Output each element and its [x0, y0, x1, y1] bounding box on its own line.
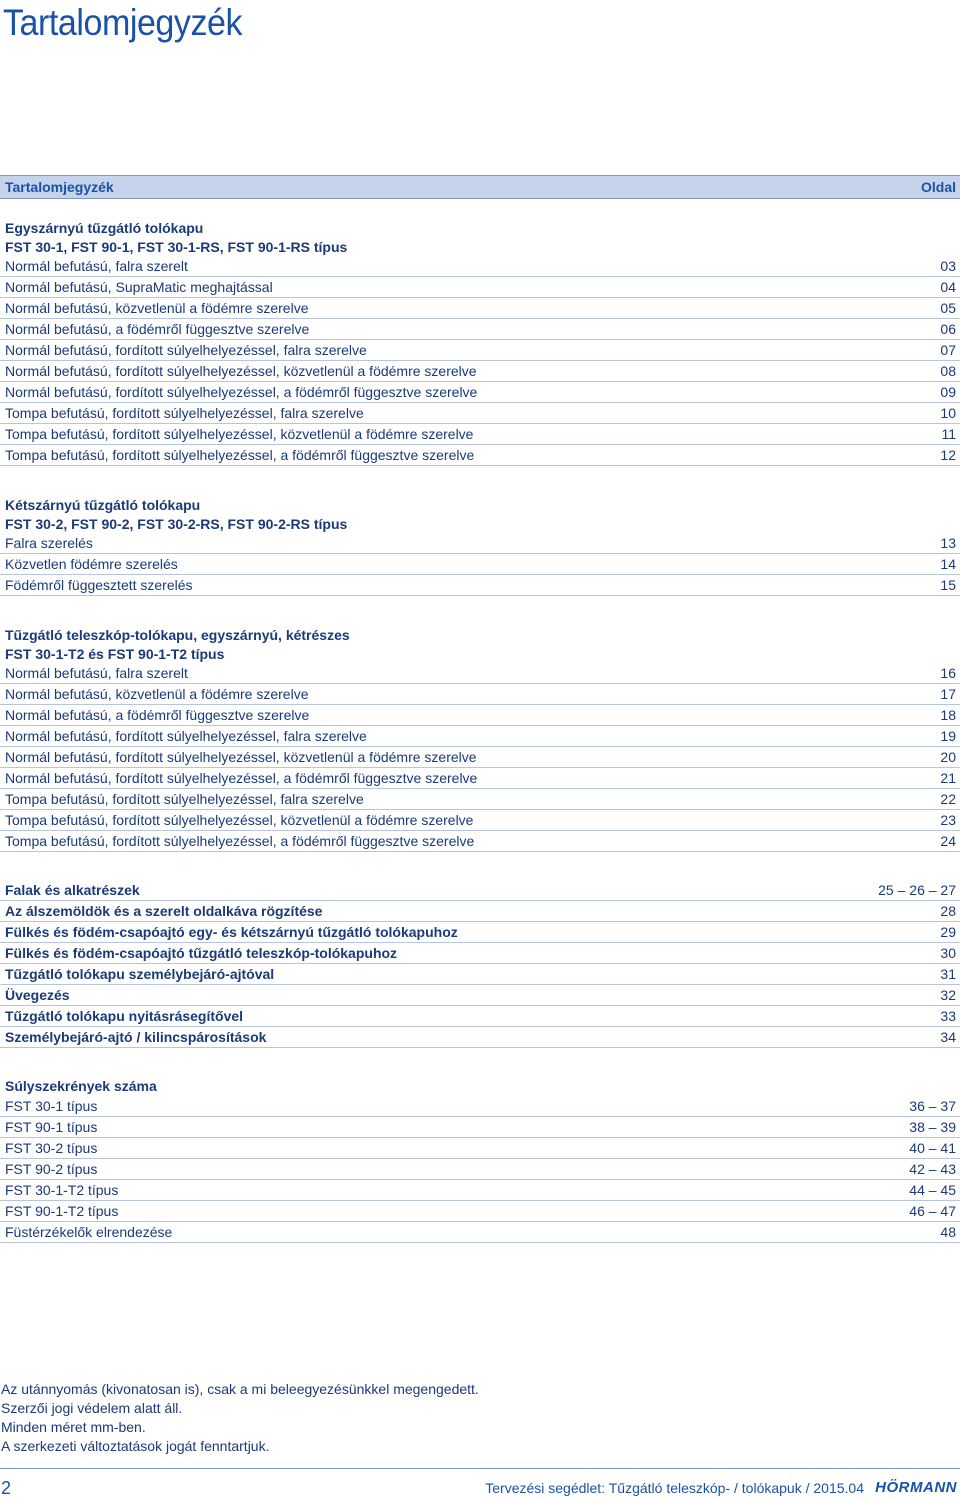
toc-entry[interactable] [0, 382, 960, 403]
toc-entry[interactable] [0, 901, 960, 922]
toc-entry-label: Normál befutású, fordított súlyelhelyezéssel, a födémről függesztve szerelve [5, 384, 478, 400]
footer-notes [1, 1380, 479, 1456]
toc-entry-label: Normál befutású, a födémről függesztve szerelve [5, 707, 310, 723]
toc-section [0, 626, 960, 852]
toc-entry[interactable] [0, 964, 960, 985]
toc-entry[interactable] [0, 789, 960, 810]
toc-entry-label: FST 30-1 típus [5, 1097, 98, 1114]
toc-entry[interactable] [0, 298, 960, 319]
toc-entry-page: 17 [940, 686, 956, 702]
toc-entry[interactable] [0, 575, 960, 596]
toc-entry[interactable] [0, 1117, 960, 1138]
toc-header-bar [0, 175, 960, 199]
toc-entry-page: 48 [940, 1223, 956, 1240]
toc-entry-page: 15 [940, 577, 956, 593]
toc-entry-page: 14 [940, 556, 956, 572]
toc-entry-label: Fülkés és födém-csapóajtó tűzgátló teleszkóp-tolókapuhoz [5, 945, 398, 961]
toc-entry[interactable] [0, 424, 960, 445]
toc-entry-page: 24 [940, 833, 956, 849]
toc-entry[interactable] [0, 747, 960, 768]
toc-entry-page: 04 [940, 279, 956, 295]
toc-entry[interactable] [0, 277, 960, 298]
toc-entry-page: 12 [940, 447, 956, 463]
toc-entry-page: 07 [940, 342, 956, 358]
toc-entry-label: Normál befutású, fordított súlyelhelyezéssel, közvetlenül a födémre szerelve [5, 363, 477, 379]
toc-entry-page: 03 [940, 258, 956, 274]
toc-entry-label: Normál befutású, falra szerelt [5, 258, 188, 274]
toc-section [0, 496, 960, 596]
toc-entry-page: 06 [940, 321, 956, 337]
toc-entry-label: Normál befutású, SupraMatic meghajtással [5, 279, 273, 295]
document-title: Tervezési segédlet: Tűzgátló teleszkóp- / tolókapuk / 2015.04 [485, 1480, 864, 1496]
toc-entry-page: 10 [940, 405, 956, 421]
toc-entry-label: FST 30-1-T2 típus [5, 1181, 119, 1198]
toc-entry-label: Normál befutású, fordított súlyelhelyezéssel, közvetlenül a födémre szerelve [5, 749, 477, 765]
toc-entry-page: 18 [940, 707, 956, 723]
toc-entry-label: Füstérzékelők elrendezése [5, 1223, 173, 1240]
brand-logo: HÖRMANN [875, 1479, 957, 1496]
footer-note: A szerkezeti változtatások jogát fenntartjuk. [1, 1438, 270, 1454]
toc-entry-page: 31 [940, 966, 956, 982]
toc-entry-label: Födémről függesztett szerelés [5, 577, 193, 593]
toc-entry-label: Normál befutású, közvetlenül a födémre szerelve [5, 686, 309, 702]
toc-entry[interactable] [0, 705, 960, 726]
toc-entry-label: Normál befutású, fordított súlyelhelyezéssel, falra szerelve [5, 342, 367, 358]
toc-entry-page: 29 [940, 924, 956, 940]
toc-entry-label: Normál befutású, falra szerelt [5, 665, 188, 681]
toc-entry-page: 22 [940, 791, 956, 807]
toc-entry-label: Normál befutású, fordított súlyelhelyezéssel, falra szerelve [5, 728, 367, 744]
toc-entry-label: Falak és alkatrészek [5, 882, 140, 898]
toc-entry-page: 05 [940, 300, 956, 316]
toc-entry-label: Falra szerelés [5, 535, 93, 551]
toc-entry-page: 21 [940, 770, 956, 786]
toc-entry-label: Tompa befutású, fordított súlyelhelyezéssel, közvetlenül a födémre szerelve [5, 426, 474, 442]
toc-entry-label: Normál befutású, fordított súlyelhelyezéssel, a födémről függesztve szerelve [5, 770, 478, 786]
toc-entry[interactable] [0, 554, 960, 575]
toc-entry-label: Tompa befutású, fordított súlyelhelyezéssel, a födémről függesztve szerelve [5, 833, 475, 849]
toc-entry[interactable] [0, 726, 960, 747]
toc-entry[interactable] [0, 1027, 960, 1048]
toc-entry-page: 34 [940, 1029, 956, 1045]
section-title: FST 30-1, FST 90-1, FST 30-1-RS, FST 90-1-RS típus [5, 238, 348, 255]
toc-entry[interactable] [0, 1201, 960, 1222]
toc-entry-label: Fülkés és födém-csapóajtó egy- és kétszárnyú tűzgátló tolókapuhoz [5, 924, 458, 940]
toc-header-page-label: Oldal [920, 179, 956, 195]
toc-entry-label: Normál befutású, a födémről függesztve szerelve [5, 321, 310, 337]
toc-entry-label: Tűzgátló tolókapu személybejáró-ajtóval [5, 966, 275, 982]
toc-entry[interactable] [0, 403, 960, 424]
toc-entry[interactable] [0, 319, 960, 340]
toc-header-label: Tartalomjegyzék [5, 179, 114, 195]
footer-note: Az utánnyomás (kivonatosan is), csak a mi beleegyezésünkkel megengedett. [1, 1381, 479, 1397]
toc-entry[interactable] [0, 533, 960, 554]
toc-entry[interactable] [0, 810, 960, 831]
toc-section [0, 880, 960, 1048]
toc-entry[interactable] [0, 684, 960, 705]
toc-entry[interactable] [0, 361, 960, 382]
toc-entry-page: 09 [940, 384, 956, 400]
toc-entry-label: Tompa befutású, fordított súlyelhelyezéssel, a födémről függesztve szerelve [5, 447, 475, 463]
toc-entry-page: 25 – 26 – 27 [878, 882, 956, 898]
toc-entry-page: 36 – 37 [909, 1097, 956, 1114]
section-title: FST 30-1-T2 és FST 90-1-T2 típus [5, 645, 225, 662]
toc-entry-page: 46 – 47 [909, 1202, 956, 1219]
toc-section [0, 219, 960, 466]
toc-entry[interactable] [0, 985, 960, 1006]
toc-entry-label: Tompa befutású, fordított súlyelhelyezéssel, közvetlenül a födémre szerelve [5, 812, 474, 828]
toc-entry-page: 23 [940, 812, 956, 828]
toc-entry[interactable] [0, 831, 960, 852]
page-title: Tartalomjegyzék [3, 2, 243, 43]
section-title: Tűzgátló teleszkóp-tolókapu, egyszárnyú, kétrészes [5, 627, 350, 643]
toc-entry-label: Közvetlen födémre szerelés [5, 556, 178, 572]
toc-entry-page: 11 [941, 426, 956, 442]
toc-entry[interactable] [0, 1222, 960, 1243]
toc-entry-page: 33 [940, 1008, 956, 1024]
toc-entry[interactable] [0, 1159, 960, 1180]
toc-entry-label: Normál befutású, közvetlenül a födémre szerelve [5, 300, 309, 316]
toc-entry-label: Tűzgátló tolókapu nyitásrásegítővel [5, 1008, 244, 1024]
toc-entry-page: 40 – 41 [909, 1139, 956, 1156]
toc-entry-page: 42 – 43 [909, 1160, 956, 1177]
toc-entry[interactable] [0, 1180, 960, 1201]
toc-entry[interactable] [0, 663, 960, 684]
toc-entry-page: 13 [940, 535, 956, 551]
toc-entry[interactable] [0, 922, 960, 943]
toc-entry-label: FST 90-1-T2 típus [5, 1202, 119, 1219]
toc-entry-page: 32 [940, 987, 956, 1003]
toc-entry-page: 19 [940, 728, 956, 744]
toc-entry-page: 16 [940, 665, 956, 681]
footer-note: Minden méret mm-ben. [1, 1419, 146, 1435]
toc-entry-page: 44 – 45 [909, 1181, 956, 1198]
toc-entry[interactable] [0, 256, 960, 277]
toc-entry[interactable] [0, 1138, 960, 1159]
toc-entry[interactable] [0, 1096, 960, 1117]
toc-entry-label: Személybejáró-ajtó / kilincspárosítások [5, 1029, 267, 1045]
toc-entry-page: 08 [940, 363, 956, 379]
toc-entry[interactable] [0, 768, 960, 789]
toc-entry[interactable] [0, 340, 960, 361]
page-number: 2 [1, 1478, 12, 1498]
toc-entry-page: 30 [940, 945, 956, 961]
toc-entry-label: Tompa befutású, fordított súlyelhelyezéssel, falra szerelve [5, 405, 364, 421]
toc-entry-page: 20 [940, 749, 956, 765]
toc-entry[interactable] [0, 1006, 960, 1027]
footer-note: Szerzői jogi védelem alatt áll. [1, 1400, 183, 1416]
section-title: Egyszárnyú tűzgátló tolókapu [5, 220, 204, 236]
toc-entry-label: Az álszemöldök és a szerelt oldalkáva rögzítése [5, 903, 323, 919]
toc-entry-label: FST 30-2 típus [5, 1139, 98, 1156]
toc-entry-label: Tompa befutású, fordított súlyelhelyezéssel, falra szerelve [5, 791, 364, 807]
toc-section [0, 1077, 960, 1243]
toc-entry-label: FST 90-2 típus [5, 1160, 98, 1177]
toc-entry-page: 38 – 39 [909, 1118, 956, 1135]
toc-entry[interactable] [0, 445, 960, 466]
footer-divider [0, 1468, 960, 1469]
toc-entry-label: FST 90-1 típus [5, 1118, 98, 1135]
section-title: Súlyszekrények száma [5, 1078, 157, 1094]
section-title: Kétszárnyú tűzgátló tolókapu [5, 497, 201, 513]
toc-entry[interactable] [0, 880, 960, 901]
section-title: FST 30-2, FST 90-2, FST 30-2-RS, FST 90-2-RS típus [5, 515, 348, 532]
toc-entry[interactable] [0, 943, 960, 964]
toc-entry-label: Üvegezés [5, 987, 70, 1003]
toc-entry-page: 28 [940, 903, 956, 919]
